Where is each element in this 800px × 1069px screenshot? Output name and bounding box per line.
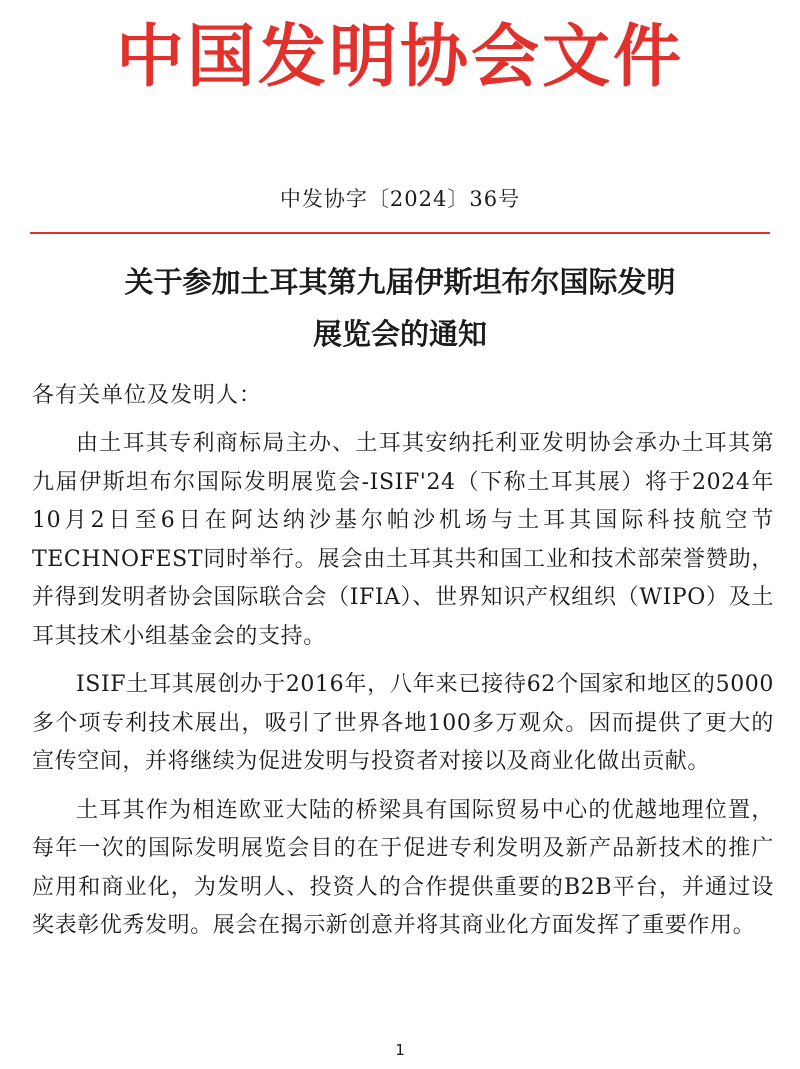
notice-title-line-1: 关于参加土耳其第九届伊斯坦布尔国际发明 [124, 265, 676, 299]
notice-title-line-2: 展览会的通知 [312, 317, 487, 351]
salutation: 各有关单位及发明人： [32, 383, 263, 408]
document-number: 中发协字〔2024〕36号 [279, 187, 521, 211]
paragraph-3: 土耳其作为相连欧亚大陆的桥梁具有国际贸易中心的优越地理位置，每年一次的国际发明展览会目的在于促进专利发明及新产品新技术的推广应用和商业化，为发明人、投资人的合作提供重要的B2B平台，并通过设奖表彰优秀发明。展会在揭示新创意并将其商业化方面发挥了重要作用。 [32, 797, 774, 938]
body-text [32, 425, 774, 956]
paragraph-1: 由土耳其专利商标局主办、土耳其安纳托利亚发明协会承办土耳其第九届伊斯坦布尔国际发明展览会-ISIF'24（下称土耳其展）将于2024年10月2日至6日在阿达纳沙基尔帕沙机场与土耳其国际科技航空节TECHNOFEST同时举行。展会由土耳其共和国工业和技术部荣誉赞助，并得到发明者协会国际联合会（IFIA）、世界知识产权组织（WIPO）及土耳其技术小组基金会的支持。 [32, 431, 774, 649]
page-number: 1 [395, 1041, 405, 1059]
paragraph-2: ISIF土耳其展创办于2016年，八年来已接待62个国家和地区的5000多个项专利技术展出，吸引了世界各地100多万观众。因而提供了更大的宣传空间，并将继续为促进发明与投资者对接以及商业化做出贡献。 [32, 672, 774, 774]
header-divider [30, 232, 770, 234]
notice-title [30, 256, 770, 360]
org-header-title: 中国发明协会文件 [115, 18, 684, 97]
